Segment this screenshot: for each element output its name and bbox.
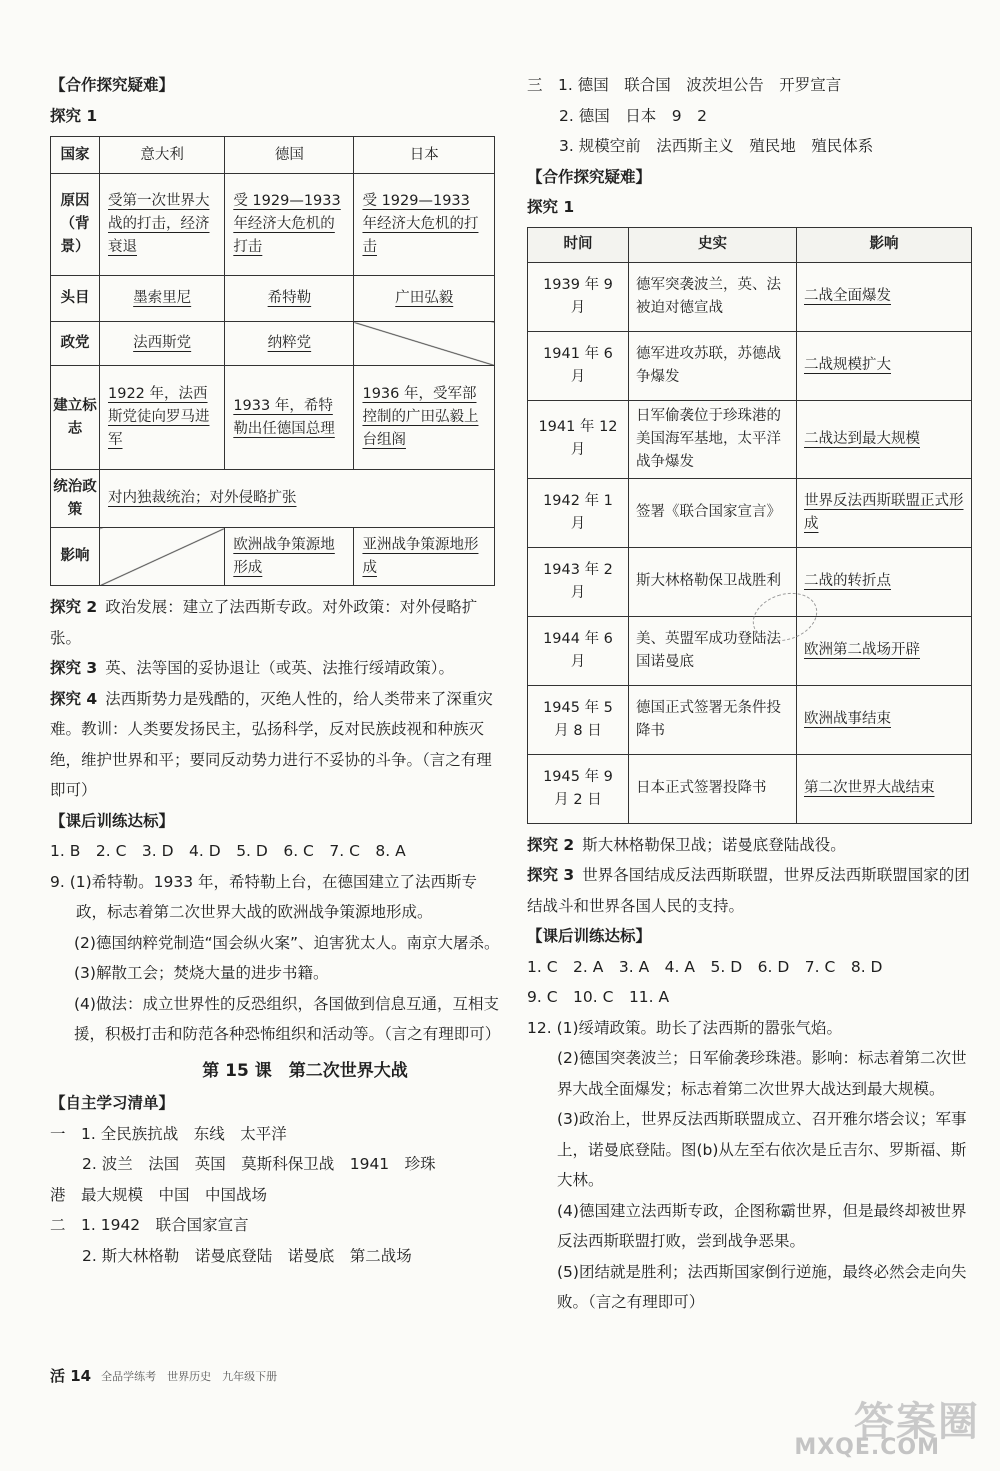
effect-cell xyxy=(797,400,972,478)
table-cell xyxy=(100,470,495,528)
cell-text: 德军突袭波兰，英、法被迫对德宣战 xyxy=(636,276,781,316)
effect-cell xyxy=(797,478,972,547)
cell-text: 1945 年 5 月 8 日 xyxy=(543,699,613,739)
cell-text: 日军偷袭位于珍珠港的美国海军基地，太平洋战争爆发 xyxy=(636,407,781,470)
multiple-choice-answers: 9. C 10. C 11. A xyxy=(527,988,670,1006)
table-cell xyxy=(354,174,495,276)
inquiry-label: 探究 2 xyxy=(527,835,575,854)
inquiry-3 xyxy=(527,860,972,921)
cell-text: 1933 年，希特勒出任德国总理 xyxy=(233,397,335,437)
table-header: 国家 xyxy=(51,137,100,174)
row-header: 头目 xyxy=(51,276,100,322)
answer-12-5: (5)团结就是胜利；法西斯国家倒行逆施，最终必然会走向失败。（言之有理即可） xyxy=(557,1262,967,1311)
cell-text: 二战达到最大规模 xyxy=(804,430,920,447)
answer-9-2: (2)德国纳粹党制造“国会纵火案”、迫害犹太人。南京大屠杀。 xyxy=(74,933,500,952)
table-row xyxy=(51,276,495,322)
row-header: 政党 xyxy=(51,322,100,366)
date-cell xyxy=(528,262,629,331)
inquiry-text: 斯大林格勒保卫战；诺曼底登陆战役。 xyxy=(582,835,846,854)
inquiry-text: 英、法等国的妥协退让（或英、法推行绥靖政策）。 xyxy=(105,659,454,677)
cell-text: 1945 年 9 月 2 日 xyxy=(543,768,613,808)
table-cell xyxy=(225,174,354,276)
table-cell xyxy=(100,174,225,276)
answer-12-1: 12. (1)绥靖政策。助长了法西斯的嚣张气焰。 xyxy=(527,1018,843,1037)
date-cell xyxy=(528,616,629,685)
row-header: 原因（背景） xyxy=(51,174,100,276)
watermark-logo: 答案圈 xyxy=(854,1399,980,1445)
effect-cell xyxy=(797,754,972,823)
inquiry-2 xyxy=(50,592,500,653)
effect-cell xyxy=(797,547,972,616)
inquiry-text: 世界各国结成反法西斯联盟，世界反法西斯联盟国家的团结战斗和世界各国人民的支持。 xyxy=(527,866,970,915)
inquiry-3 xyxy=(50,653,500,684)
table-cell xyxy=(100,366,225,470)
cell-text: 日本正式签署投降书 xyxy=(636,780,767,796)
cell-text: 对内独裁统治；对外侵略扩张 xyxy=(108,490,297,506)
table-row xyxy=(528,262,972,331)
study-list-1-2: 2. 波兰 法国 英国 莫斯科保卫战 1941 珍珠 xyxy=(82,1155,436,1173)
table-header: 史实 xyxy=(629,227,797,262)
table-header: 影响 xyxy=(797,227,972,262)
inquiry-text: 法西斯势力是残酷的，灭绝人性的，给人类带来了深重灾难。教训：人类要发扬民主，弘扬科学，反对民族歧视和种族灭绝，维护世界和平；要同反动势力进行不妥协的斗争。（言之有理即可） xyxy=(50,689,493,799)
study-list-3-2: 2. 德国 日本 9 2 xyxy=(559,106,707,125)
multiple-choice-answers: 1. C 2. A 3. A 4. A 5. D 6. D 7. C 8. D xyxy=(527,957,883,976)
inquiry-label: 探究 3 xyxy=(50,659,98,677)
section-header: 【合作探究疑难】 xyxy=(527,167,652,186)
table-row xyxy=(528,478,972,547)
table-cell xyxy=(225,528,354,586)
cell-text: 受 1929—1933 年经济大危机的打击 xyxy=(362,193,479,255)
table-row xyxy=(51,470,495,528)
page-number: 活 14 xyxy=(50,1367,92,1385)
table-row xyxy=(51,322,495,366)
section-header: 【合作探究疑难】 xyxy=(50,76,175,94)
inquiry-label: 探究 2 xyxy=(50,598,98,616)
fact-cell xyxy=(629,331,797,400)
cell-text: 第二次世界大战结束 xyxy=(804,780,935,796)
answer-9-4: (4)做法：成立世界性的反恐组织，各国做到信息互通，互相支援，积极打击和防范各种恐怖组织和活动等。（言之有理即可） xyxy=(74,994,501,1043)
answer-9-3: (3)解散工会；焚烧大量的进步书籍。 xyxy=(74,964,329,982)
inquiry-4 xyxy=(50,684,500,806)
fact-cell xyxy=(629,262,797,331)
effect-cell xyxy=(797,262,972,331)
cell-text: 希特勒 xyxy=(267,290,312,306)
cell-text: 斯大林格勒保卫战胜利 xyxy=(636,573,781,589)
inquiry-2 xyxy=(527,830,972,861)
left-column xyxy=(50,70,500,1271)
study-list-1-2-cont: 港 最大规模 中国 中国战场 xyxy=(50,1185,268,1204)
cell-text: 1943 年 2 月 xyxy=(543,561,613,601)
table-cell xyxy=(100,322,225,366)
answer-12-4: (4)德国建立法西斯专政，企图称霸世界，但是最终却被世界反法西斯联盟打败，尝到战争恶果。 xyxy=(557,1201,967,1250)
effect-cell xyxy=(797,331,972,400)
table-cell xyxy=(225,276,354,322)
page-footer xyxy=(50,1365,277,1386)
cell-text: 美、英盟军成功登陆法国诺曼底 xyxy=(636,630,781,670)
date-cell xyxy=(528,400,629,478)
table-cell xyxy=(225,366,354,470)
cell-text: 二战全面爆发 xyxy=(804,288,891,304)
table-row xyxy=(528,754,972,823)
table-cell xyxy=(100,276,225,322)
cell-text: 1941 年 12 月 xyxy=(538,419,618,458)
book-title: 全品学练考 世界历史 九年级下册 xyxy=(101,1369,278,1383)
right-column xyxy=(527,70,972,1318)
inquiry-label: 探究 1 xyxy=(50,106,98,125)
fact-cell xyxy=(629,400,797,478)
cell-text: 广田弘毅 xyxy=(395,290,454,306)
study-list-3-3: 3. 规模空前 法西斯主义 殖民地 殖民体系 xyxy=(559,137,874,155)
fact-cell xyxy=(629,478,797,547)
cell-text: 签署《联合国家宣言》 xyxy=(636,504,781,520)
cell-text: 法西斯党 xyxy=(133,335,192,351)
table-header: 时间 xyxy=(528,227,629,262)
date-cell xyxy=(528,685,629,754)
answer-9-1: 9. (1)希特勒。1933 年，希特勒上台，在德国建立了法西斯专政，标志着第二次世界大战的欧洲战争策源地形成。 xyxy=(50,872,478,921)
cell-text: 欧洲第二战场开辟 xyxy=(804,642,920,658)
section-header: 【课后训练达标】 xyxy=(50,811,175,830)
table-header: 意大利 xyxy=(100,137,225,174)
cell-text: 1944 年 6 月 xyxy=(543,630,613,670)
table-row xyxy=(528,547,972,616)
empty-diagonal-cell xyxy=(100,528,225,586)
inquiry-label: 探究 1 xyxy=(527,198,575,216)
cell-text: 1922 年，法西斯党徒向罗马进军 xyxy=(108,386,210,448)
study-list-1-1: 一 1. 全民族抗战 东线 太平洋 xyxy=(50,1124,287,1143)
ww2-timeline-table xyxy=(527,227,972,824)
row-header: 统治政策 xyxy=(51,470,100,528)
effect-cell xyxy=(797,616,972,685)
table-row xyxy=(528,685,972,754)
table-cell xyxy=(354,276,495,322)
row-header: 建立标志 xyxy=(51,366,100,470)
answer-12-3: (3)政治上，世界反法西斯联盟成立、召开雅尔塔会议；军事上，诺曼底登陆。图(b)从左至右依次是丘吉尔、罗斯福、斯大林。 xyxy=(557,1110,967,1189)
table-header: 日本 xyxy=(354,137,495,174)
cell-text: 亚洲战争策源地形成 xyxy=(362,536,479,576)
cell-text: 纳粹党 xyxy=(267,335,312,351)
cell-text: 1936 年，受军部控制的广田弘毅上台组阁 xyxy=(362,386,479,448)
table-row xyxy=(51,528,495,586)
table-row xyxy=(528,331,972,400)
cell-text: 德国正式签署无条件投降书 xyxy=(636,699,781,739)
study-list-2-1: 二 1. 1942 联合国家宣言 xyxy=(50,1216,249,1234)
effect-cell xyxy=(797,685,972,754)
row-header: 影响 xyxy=(51,528,100,586)
table-row xyxy=(528,616,972,685)
date-cell xyxy=(528,754,629,823)
date-cell xyxy=(528,547,629,616)
table-row xyxy=(51,366,495,470)
cell-text: 墨索里尼 xyxy=(133,290,192,306)
table-header-row xyxy=(528,227,972,262)
table-row xyxy=(528,400,972,478)
section-header: 【课后训练达标】 xyxy=(527,927,652,945)
study-list-2-2: 2. 斯大林格勒 诺曼底登陆 诺曼底 第二战场 xyxy=(82,1246,412,1265)
section-header: 【自主学习清单】 xyxy=(50,1094,175,1112)
inquiry-label: 探究 3 xyxy=(527,866,575,884)
table-cell xyxy=(225,322,354,366)
fascism-table xyxy=(50,136,495,586)
lesson-title: 第 15 课 第二次世界大战 xyxy=(202,1060,408,1081)
fact-cell xyxy=(629,685,797,754)
cell-text: 受 1929—1933 年经济大危机的打击 xyxy=(233,193,341,255)
inquiry-text: 政治发展：建立了法西斯专政。对外政策：对外侵略扩张。 xyxy=(50,598,478,647)
table-cell xyxy=(354,366,495,470)
cell-text: 德军进攻苏联，苏德战争爆发 xyxy=(636,345,781,385)
study-list-3-1: 三 1. 德国 联合国 波茨坦公告 开罗宣言 xyxy=(527,76,842,94)
cell-text: 欧洲战事结束 xyxy=(804,711,891,727)
table-header: 德国 xyxy=(225,137,354,174)
cell-text: 欧洲战争策源地形成 xyxy=(233,536,335,576)
cell-text: 二战的转折点 xyxy=(804,573,891,589)
cell-text: 二战规模扩大 xyxy=(804,357,891,373)
fact-cell xyxy=(629,754,797,823)
empty-diagonal-cell xyxy=(354,322,495,366)
cell-text: 世界反法西斯联盟正式形成 xyxy=(804,492,964,532)
cell-text: 受第一次世界大战的打击，经济衰退 xyxy=(108,193,210,255)
table-header-row xyxy=(51,137,495,174)
multiple-choice-answers: 1. B 2. C 3. D 4. D 5. D 6. C 7. C 8. A xyxy=(50,842,406,860)
cell-text: 1941 年 6 月 xyxy=(543,345,613,385)
watermark-url: MXQE.COM xyxy=(794,1435,940,1460)
date-cell xyxy=(528,478,629,547)
answer-12-2: (2)德国突袭波兰；日军偷袭珍珠港。影响：标志着第二次世界大战全面爆发；标志着第二次世界大战达到最大规模。 xyxy=(557,1049,967,1098)
date-cell xyxy=(528,331,629,400)
cell-text: 1939 年 9 月 xyxy=(543,276,613,316)
inquiry-label: 探究 4 xyxy=(50,689,98,708)
table-body xyxy=(528,262,972,823)
cell-text: 1942 年 1 月 xyxy=(543,492,613,532)
table-row xyxy=(51,174,495,276)
table-cell xyxy=(354,528,495,586)
